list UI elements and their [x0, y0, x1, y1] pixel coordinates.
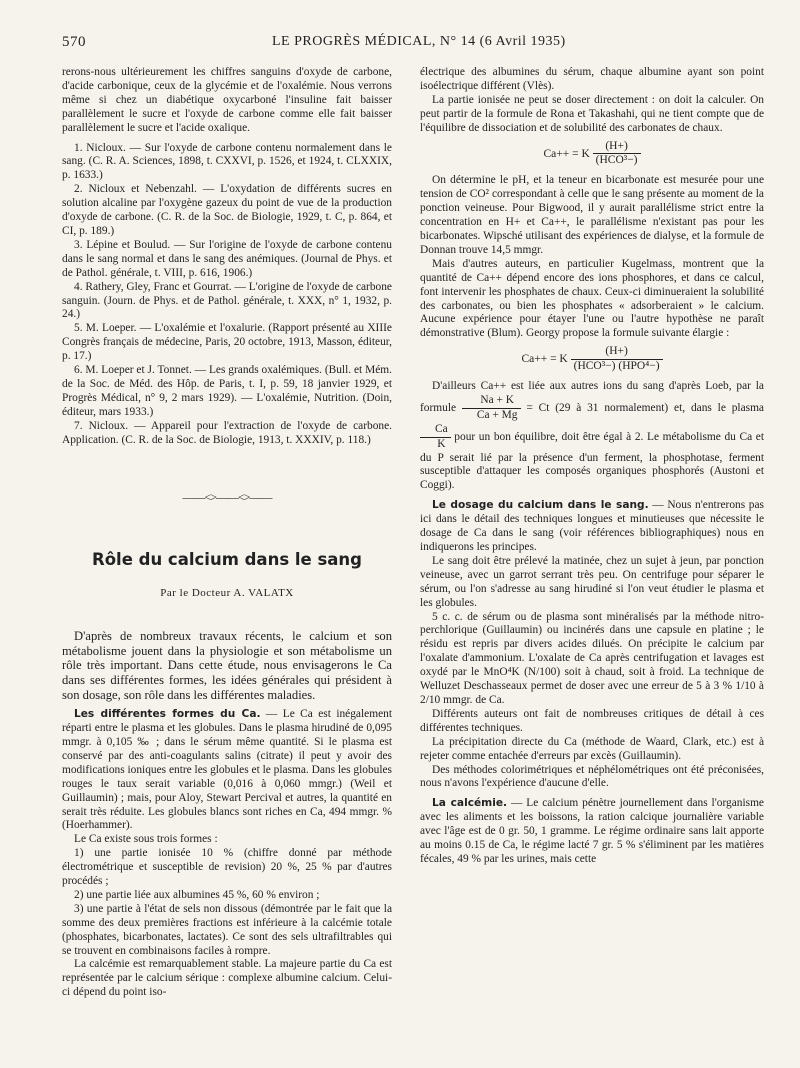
reference-2: 2. Nicloux et Nebenzahl. — L'oxydation de différents sucres en solution alcaline par l'oxygène gazeux du point de vue de la production d'oxyde de carbone. (C. R. de la Soc. de Biologie, 1929, t. C, p. 864, et CI, p. 189.) [62, 183, 392, 237]
calcemie-paragraph: La calcémie est remarquablement stable. La majeure partie du Ca est représentée par le calcium sérique : complexe albumine calcium. Celui-ci dépend du point iso- [62, 958, 392, 999]
section-calcemie-heading: La calcémie. [432, 797, 508, 810]
reference-5: 5. M. Loeper. — L'oxalémie et l'oxalurie. (Rapport présenté au XIIIe Congrès français de médecine, Paris, 20 octobre, 1913, Masson, éditeur, p. 17.) [62, 322, 392, 363]
paragraph-5-c: pour un bon équilibre, doit être égal à 2. Le métabolisme du Ca et du P serait lié par la présence d'un ferment, la phosphotase, ferment susceptible d'attaquer les composés organiques phosphorés (Austoni et Coggi). [420, 430, 764, 492]
paragraph-8: 5 c. c. de sérum ou de plasma sont minéralisés par la méthode nitro-perchlorique (Guillaumin) ou incinérés dans une capsule en platine ; le résidu est repris par divers acides dilués. On précipite le calcium par l'oxalate d'ammonium. L'oxalate de Ca après centrifugation et lavages est oxydé par le MnO⁴K (N/100) soit à chaud, soit à froid. La technique de Welluzet Deschasseaux permet de doser avec une erreur de 5 à 3 % 1/10 à 2/10 mmgr. de Ca. [420, 610, 764, 706]
section-dosage-text: — Nous n'entrerons pas ici dans le détail des techniques longues et minutieuses que nécessite le dosage de Ca dans le sang (voir références bibliographiques) nous en indiquerons les principes. [420, 499, 764, 553]
intro-paragraph: rerons-nous ultérieurement les chiffres sanguins d'oxyde de carbone, d'acide carbonique, ceux de la glycémie et de l'oxalémie. Nous verrons même si chez un diabétique oxycarboné l'insuline fait baisser parallèlement le sucre et l'oxyde de carbone comme elle fait baisser parallèlement le sucre et l'acide oxalique. [62, 66, 392, 134]
reference-6: 6. M. Loeper et J. Tonnet. — Les grands oxalémiques. (Bull. et Mém. de la Soc. de Méd. des Hôp. de Paris, t. I, p. 59, 18 janvier 1929, et Progrès Médical, n° 9, 2 mars 1929). — L'oxalémie, Nutrition. (Doin, éditeur, mars 1933.) [62, 364, 392, 418]
formula-georgy-denominator: (HCO³−) (HPO⁴−) [573, 360, 660, 373]
section-calcemie [420, 797, 764, 867]
paragraph-1: électrique des albumines du sérum, chaque albumine ayant son point isoélectrique différent (Vlès). [420, 66, 764, 92]
formula-rona-denominator: (HCO³−) [595, 154, 638, 167]
paragraph-11: Des méthodes colorimétriques et néphélométriques ont été préconisées, nous n'avons l'expérience d'aucune d'elle. [420, 763, 764, 790]
paragraph-3: On détermine le pH, et la teneur en bicarbonate est mesurée pour une tension de CO² correspondant à celle que le sang présente au moment de la ponction veineuse. Pour Bigwood, il y aurait parallélisme strict entre la concentration en H+ et Ca++, le parallélisme n'existant pas pour les bicarbonates. Wipsché utilisant des expériences de dialyse, et la formule de Donnan trouve 14,5 mmgr. [420, 174, 764, 256]
section-forms-text: — Le Ca est inégalement réparti entre le plasma et les globules. Dans le plasma hirudiné de 0,095 mmgr. à 0,105 ‰ ; dans le sérum même quantité. Si le plasma est conservé par des anti-coagulants salins (citrate) il peut y avoir des modifications ioniques entre les globules et le plasma. Dans les globules rouges le taux serait variable (0,016 à 0,060 mmgr.) (Weil et Guillaumin) ; mais, pour Aloy, Stewart Percival et autres, la quantité en serait très réduite. Les globules blancs sont riches en Ca, 494 mmgr. % (Hoerhammer). [62, 708, 392, 832]
reference-1: 1. Nicloux. — Sur l'oxyde de carbone contenu normalement dans le sang. (C. R. A. Sciences, 1898, t. CXXVI, p. 1526, et 1924, t. CLXXIX, p. 1633.) [62, 141, 392, 182]
section-dosage [420, 499, 764, 555]
page-header [62, 30, 762, 54]
ratio-numerator: Ca [420, 423, 451, 438]
formula-rona-numerator: (H+) [593, 140, 641, 155]
section-forms [62, 708, 392, 833]
article-byline: Par le Docteur A. VALATX [160, 587, 294, 600]
left-column [62, 66, 392, 1000]
ratio-denominator: K [437, 437, 446, 450]
paragraph-9: Différents auteurs ont fait de nombreuses critiques de détail à ces différentes techniques. [420, 707, 764, 734]
formula-georgy [420, 345, 764, 374]
section-divider: ——<>——<>—— [182, 490, 272, 505]
paragraph-4: Mais d'autres auteurs, en particulier Kugelmass, montrent que la quantité de Ca++ dépend encore des ions phosphores, et dans ce calcul, font intervenir les phosphates de chaux. Ceux-ci diminueraient la solubilité des carbonates, ou bien les phosphates « adsorberaient » le calcium. Aucune expérience pour étayer l'une ou l'autre hypothèse ne paraît démonstrative (Blum). Georgy propose la formule suivante élargie : [420, 257, 764, 340]
formula-rona-left: Ca++ = K [543, 147, 590, 160]
paragraph-5-a: D'ailleurs Ca++ est liée aux autres ions du sang d'après Loeb, par la formule [420, 380, 764, 414]
formula-georgy-numerator: (H+) [571, 345, 663, 360]
paragraph-5 [420, 380, 764, 493]
section-calcemie-text: — Le calcium pénètre journellement dans l'organisme avec les aliments et les boissons, la ration calcique journalière variable avec l'âge est de 0 gr. 50, 1 gramme. Le régime ordinaire sans lait apporte au moins 0.15 de Ca, le régime lacté 7 gr. 5 % s'éliminent par les matières fécales, 49 % par les urines, mais cette [420, 797, 764, 865]
loeb-numerator: Na + K [462, 394, 521, 409]
right-column [420, 66, 764, 867]
article-intro: D'après de nombreux travaux récents, le calcium et son métabolisme jouent dans la physiologie et son métabolisme un rôle très important. Dans cette étude, nous envisagerons le Ca dans ses différentes formes, les idées générales qui président à son dosage, son rôle dans les différentes maladies. [62, 629, 392, 702]
reference-7: 7. Nicloux. — Appareil pour l'extraction de l'oxyde de carbone. Application. (C. R. de la Soc. de Biologie, 1913, t. XXXIV, p. 118.) [62, 419, 392, 446]
reference-4: 4. Rathery, Gley, Franc et Gourrat. — L'origine de l'oxyde de carbone sanguin. (Journ. de Phys. et de Pathol. générale, t. XXX, n° 1, 1932, p. 24.) [62, 280, 392, 321]
reference-3: 3. Lépine et Boulud. — Sur l'origine de l'oxyde de carbone contenu dans le sang normal et dans le sang des anémiques. (Journal de Phys. et de Pathol. générale, t. VIII, p. 616, 1906.) [62, 238, 392, 279]
form-item-2: 2) une partie liée aux albumines 45 %, 60 % environ ; [74, 888, 320, 901]
paragraph-7: Le sang doit être prélevé la matinée, chez un sujet à jeun, par ponction veineuse, avec un garrot serrant très peu. On centrifuge pour séparer le sérum, ou l'on s'adresse au sang hirudiné si l'on veut étudier le plasma et les globules. [420, 554, 764, 609]
section-dosage-heading: Le dosage du calcium dans le sang. [432, 499, 649, 512]
loeb-denominator: Ca + Mg [476, 408, 518, 421]
form-item-1: 1) une partie ionisée 10 % (chiffre donné par méthode électrométrique et susceptible de revision) 20 %, 25 % par d'autres procédés ; [62, 847, 392, 888]
forms-intro: Le Ca existe sous trois formes : [74, 833, 218, 846]
running-title: LE PROGRÈS MÉDICAL, N° 14 (6 Avril 1935) [272, 34, 566, 49]
paragraph-5-b: = Ct (29 à 31 normalement) et, dans le plasma [526, 401, 764, 414]
formula-georgy-left: Ca++ = K [521, 353, 568, 366]
paragraph-10: La précipitation directe du Ca (méthode de Waard, Clark, etc.) est à rejeter comme entachée d'erreurs par excès (Guillaumin). [420, 735, 764, 762]
article-title: Rôle du calcium dans le sang [92, 550, 362, 570]
paragraph-2: La partie ionisée ne peut se doser directement : on doit la calculer. On peut partir de la formule de Rona et Takashahi, qui ne tient compte que de l'équilibre de dissociation et de solubilité des carbonates de chaux. [420, 93, 764, 134]
form-item-3: 3) une partie à l'état de sels non dissous (démontrée par le fait que la somme des deux premières fractions est inférieure à la calcémie totale (phosphates, bicarbonates, lactates). Ce sont des sels ultrafiltrables qui se trouvent en combinaisons faciles à rompre. [62, 902, 392, 957]
page-number: 570 [62, 34, 86, 50]
section-forms-heading: Les différentes formes du Ca. [74, 708, 261, 721]
formula-rona [420, 140, 764, 169]
